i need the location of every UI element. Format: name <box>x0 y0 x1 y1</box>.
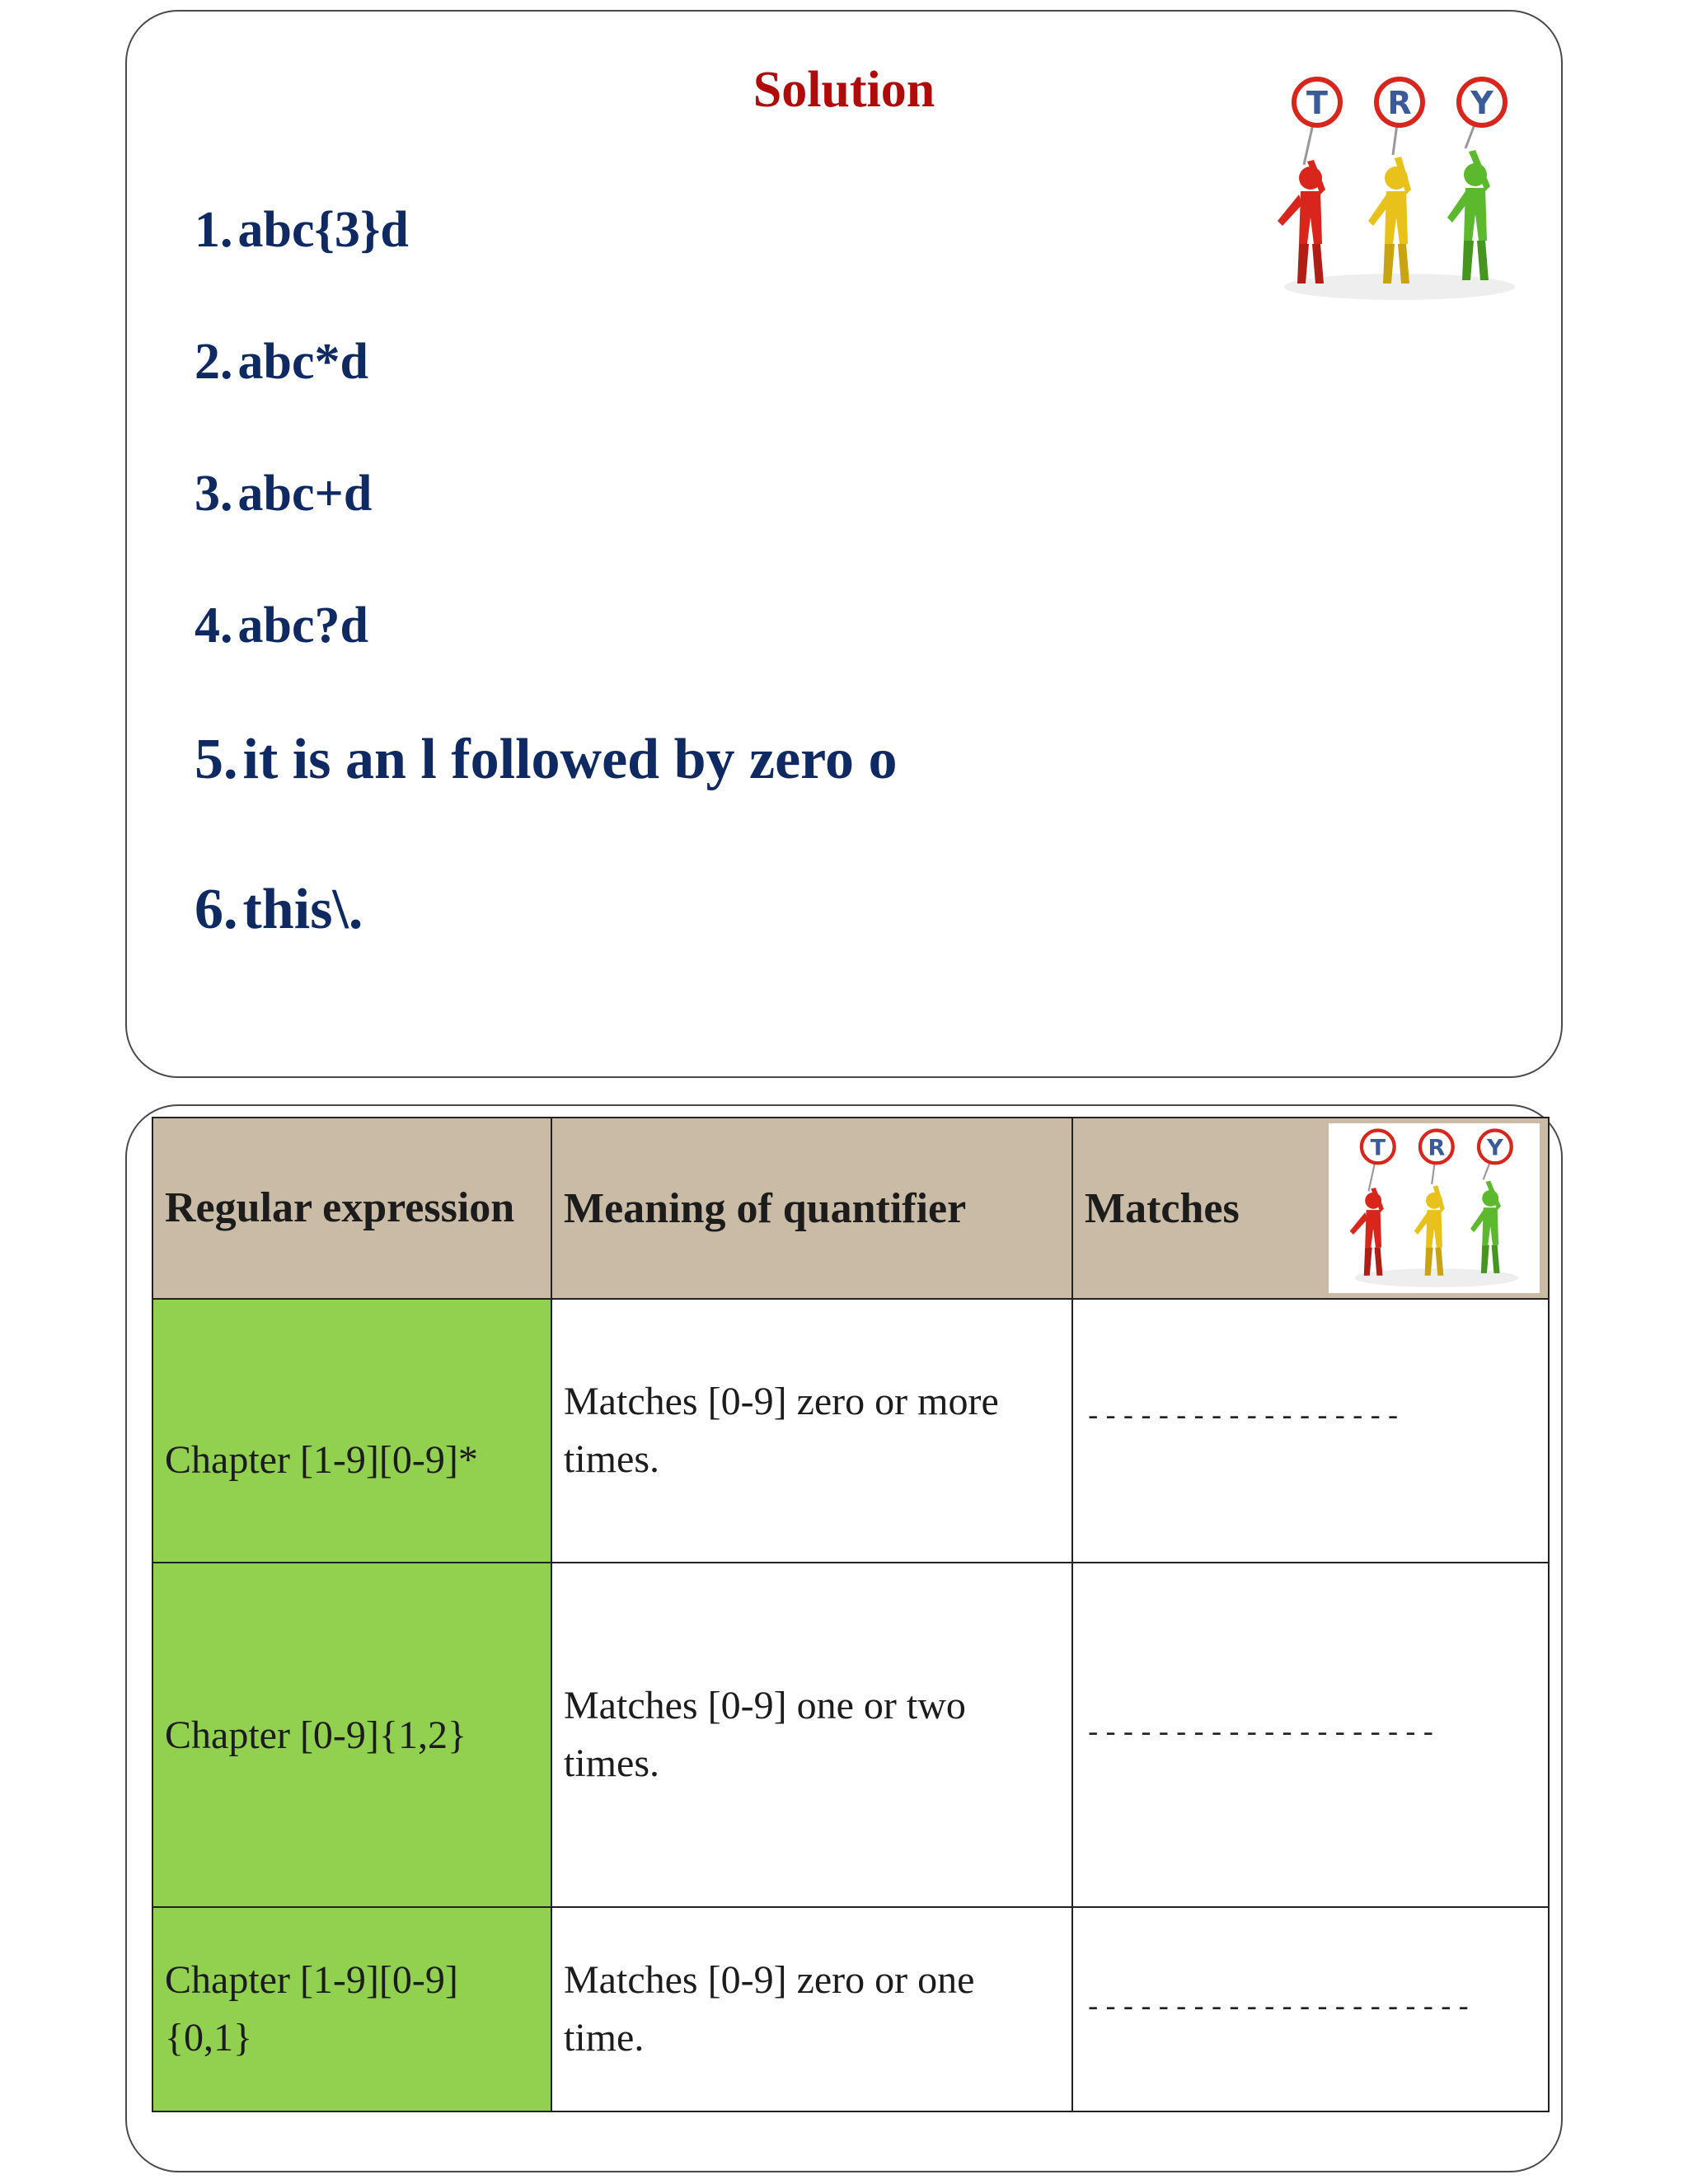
try-logo-image <box>1248 69 1545 308</box>
regex-cell: Chapter [1-9][0-9]{0,1} <box>152 1907 551 2111</box>
meaning-cell: Matches [0-9] zero or one time. <box>551 1907 1072 2111</box>
matches-cell: -------------------- <box>1072 1563 1549 1907</box>
solution-title: Solution <box>753 62 935 118</box>
try-letter-y: Y <box>1487 1135 1503 1161</box>
header-logo-box <box>1329 1123 1540 1293</box>
try-logo-image <box>1329 1123 1540 1293</box>
try-letter-r: R <box>1387 85 1412 121</box>
meaning-cell: Matches [0-9] zero or more times. <box>551 1299 1072 1563</box>
try-letter-r: R <box>1428 1135 1446 1161</box>
solution-item-5: 5.it is an l followed by zero o <box>195 728 898 791</box>
header-matches: Matches T R Y <box>1072 1118 1549 1299</box>
solution-item-6: 6.this\. <box>195 878 363 941</box>
regex-cell: Chapter [1-9][0-9]* <box>152 1299 551 1563</box>
solution-item-3: 3.abc+d <box>195 466 373 522</box>
try-letter-t: T <box>1370 1135 1386 1161</box>
table-header-row <box>152 1118 1549 1299</box>
solution-item-2: 2.abc*d <box>195 334 368 390</box>
solution-item-4: 4.abc?d <box>195 598 368 654</box>
table-row <box>152 1907 1549 2111</box>
table-row <box>152 1563 1549 1907</box>
matches-cell: ---------------------- <box>1072 1907 1549 2111</box>
meaning-cell: Matches [0-9] one or two times. <box>551 1563 1072 1907</box>
header-meaning: Meaning of quantifier <box>551 1118 1072 1299</box>
quantifier-table <box>152 1117 1550 2112</box>
solution-panel <box>125 10 1563 1078</box>
matches-cell: ------------------ <box>1072 1299 1549 1563</box>
try-letter-t: T <box>1306 85 1328 121</box>
regex-cell: Chapter [0-9]{1,2} <box>152 1563 551 1907</box>
try-letter-y: Y <box>1470 85 1493 121</box>
solution-item-1: 1.abc{3}d <box>195 202 409 258</box>
header-regular-expression: Regular expression <box>152 1118 551 1299</box>
table-row <box>152 1299 1549 1563</box>
